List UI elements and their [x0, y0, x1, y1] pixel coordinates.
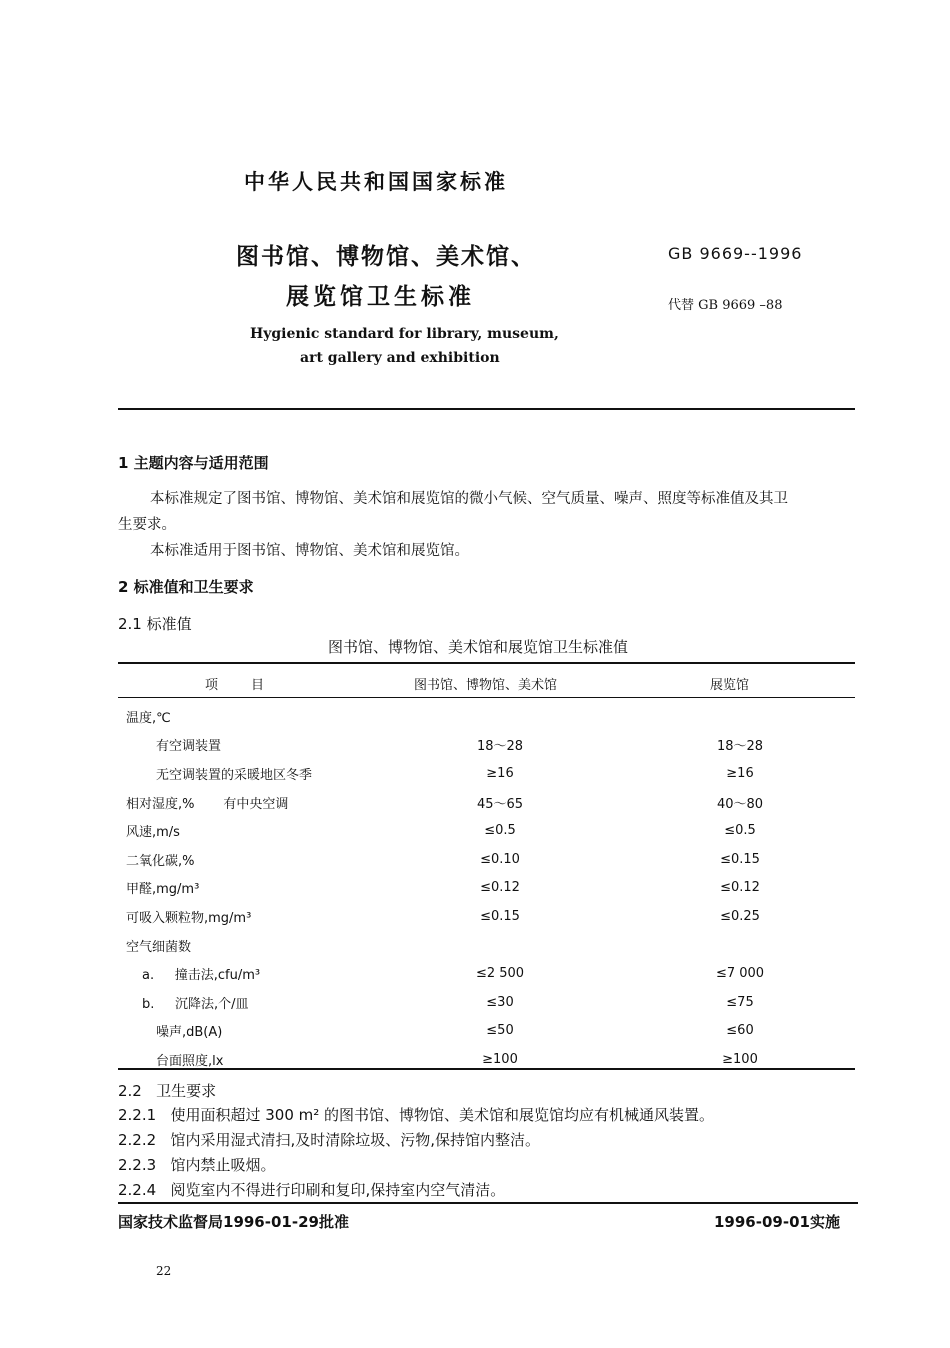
section2-2-heading: 2.2 卫生要求	[118, 1082, 217, 1100]
table-row	[118, 931, 855, 960]
hygiene-item-2-2-3: 2.2.3 馆内禁止吸烟。	[118, 1156, 276, 1174]
table-row	[118, 759, 855, 788]
english-title-line2: art gallery and exhibition	[300, 350, 500, 366]
approval-date: 国家技术监督局1996-01-29批准	[118, 1213, 349, 1231]
table-cell-library: ≤0.15	[480, 908, 520, 924]
table-cell-library: ≤2 500	[475, 966, 525, 982]
effective-date: 1996-09-01实施	[714, 1213, 840, 1231]
table-row	[118, 874, 855, 903]
table-cell-exhibition	[625, 931, 855, 960]
table-header-library: 图书馆、博物馆、美术馆	[414, 678, 558, 693]
table-top-rule	[118, 662, 855, 664]
table-row	[118, 902, 855, 931]
table-cell-item: 二氧化碳,%	[126, 853, 195, 869]
table-cell-exhibition: ≤75	[726, 994, 754, 1010]
table-cell-library: ≤0.12	[480, 880, 520, 896]
table-cell-library: 18～28	[476, 739, 524, 755]
header-divider	[118, 408, 855, 410]
table-cell-exhibition: ≤0.15	[720, 851, 760, 867]
table-row	[118, 731, 855, 760]
table-cell-library: 45～65	[476, 796, 524, 812]
section1-para1-line2: 生要求。	[118, 517, 176, 533]
footer-divider	[118, 1202, 858, 1204]
table-cell-item: 空气细菌数	[126, 939, 192, 955]
table-cell-exhibition: ≤7 000	[715, 966, 765, 982]
table-row	[118, 845, 855, 874]
table-row	[118, 1045, 855, 1074]
standard-values-table	[118, 702, 855, 1074]
section2-1-heading: 2.1 标准值	[118, 615, 192, 633]
table-cell-exhibition: ≤0.25	[720, 908, 760, 924]
section2-heading: 2 标准值和卫生要求	[118, 578, 254, 596]
table-cell-library: ≤50	[486, 1023, 514, 1039]
table-cell-item: 温度,℃	[126, 710, 171, 726]
table-cell-library: ≤0.10	[480, 851, 520, 867]
table-row	[118, 702, 855, 731]
table-cell-exhibition: ≤60	[726, 1023, 754, 1039]
table-cell-library	[375, 702, 625, 731]
table-cell-exhibition: ≥100	[722, 1051, 758, 1067]
hygiene-item-2-2-1: 2.2.1 使用面积超过 300 m² 的图书馆、博物馆、美术馆和展览馆均应有机械通风装置。	[118, 1106, 715, 1124]
table-cell-item: 无空调装置的采暖地区冬季	[156, 767, 313, 783]
table-cell-library: ≤30	[486, 994, 514, 1010]
table-cell-library: ≥16	[486, 765, 514, 781]
table-cell-exhibition: ≤0.12	[720, 880, 760, 896]
table-cell-exhibition: 40～80	[716, 796, 764, 812]
table-cell-item: 有空调装置	[156, 739, 222, 755]
table-cell-item: 噪声,dB(A)	[156, 1025, 223, 1041]
table-cell-library: ≥100	[482, 1051, 518, 1067]
section1-para2: 本标准适用于图书馆、博物馆、美术馆和展览馆。	[150, 543, 469, 559]
english-title-line1: Hygienic standard for library, museum,	[250, 326, 559, 342]
hygiene-item-2-2-2: 2.2.2 馆内采用湿式清扫,及时清除垃圾、污物,保持馆内整洁。	[118, 1131, 541, 1149]
national-standard-label: 中华人民共和国国家标准	[244, 170, 508, 194]
table-row	[118, 1017, 855, 1046]
table-cell-library: ≤0.5	[484, 823, 516, 839]
table-row	[118, 816, 855, 845]
table-cell-library	[375, 931, 625, 960]
table-cell-item: 可吸入颗粒物,mg/m³	[126, 910, 252, 926]
table-cell-item: 甲醛,mg/m³	[126, 882, 200, 898]
table-header-exhibition: 展览馆	[710, 678, 750, 693]
table-row	[118, 988, 855, 1017]
table-cell-exhibition: 18～28	[716, 739, 764, 755]
table-cell-exhibition	[625, 702, 855, 731]
section1-para1-line1: 本标准规定了图书馆、博物馆、美术馆和展览馆的微小气候、空气质量、噪声、照度等标准值及其卫	[150, 491, 788, 507]
table-cell-item: 相对湿度,% 有中央空调	[126, 796, 289, 812]
table-cell-item: 风速,m/s	[126, 825, 180, 841]
table-cell-exhibition: ≥16	[726, 765, 754, 781]
table-header-rule	[118, 697, 855, 698]
table-caption: 图书馆、博物馆、美术馆和展览馆卫生标准值	[328, 638, 629, 656]
section1-heading: 1 主题内容与适用范围	[118, 454, 269, 472]
document-title-line2: 展览馆卫生标准	[286, 284, 475, 310]
standard-code: GB 9669--1996	[668, 244, 803, 263]
hygiene-item-2-2-4: 2.2.4 阅览室内不得进行印刷和复印,保持室内空气清洁。	[118, 1181, 506, 1199]
document-title-line1: 图书馆、博物馆、美术馆、	[236, 244, 536, 270]
replaces-code: 代替 GB 9669 –88	[668, 298, 783, 313]
table-cell-item: 台面照度,lx	[156, 1053, 224, 1069]
table-row	[118, 959, 855, 988]
table-cell-exhibition: ≤0.5	[724, 823, 756, 839]
table-row	[118, 788, 855, 817]
table-cell-item: b. 沉降法,个/皿	[142, 996, 249, 1012]
table-cell-item: a. 撞击法,cfu/m³	[142, 968, 261, 984]
table-header-item: 项 目	[205, 678, 265, 693]
page-number: 22	[156, 1264, 172, 1278]
